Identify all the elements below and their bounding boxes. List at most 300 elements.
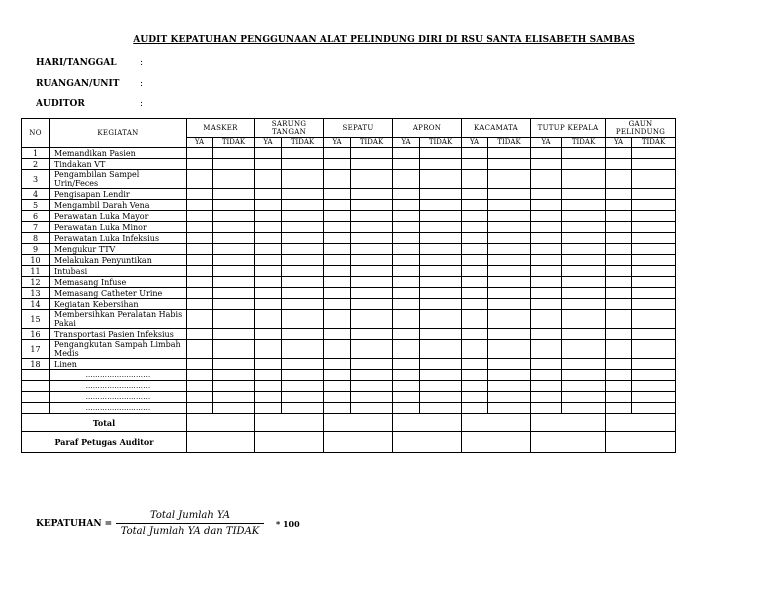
cell-tidak[interactable] xyxy=(562,381,606,392)
cell-tidak[interactable] xyxy=(282,277,324,288)
cell-tidak[interactable] xyxy=(632,299,676,310)
cell-ya[interactable] xyxy=(187,359,213,370)
cell-ya[interactable] xyxy=(324,359,351,370)
cell-ya[interactable] xyxy=(255,233,282,244)
cell-tidak[interactable] xyxy=(213,244,255,255)
cell-ya[interactable] xyxy=(393,329,420,340)
cell-tidak[interactable] xyxy=(213,392,255,403)
cell-ya[interactable] xyxy=(187,148,213,159)
cell-tidak[interactable] xyxy=(562,277,606,288)
cell-tidak[interactable] xyxy=(420,370,462,381)
cell-tidak[interactable] xyxy=(213,277,255,288)
cell-ya[interactable] xyxy=(393,310,420,329)
cell-ya[interactable] xyxy=(531,288,562,299)
cell-ya[interactable] xyxy=(324,310,351,329)
cell-tidak[interactable] xyxy=(562,244,606,255)
cell-ya[interactable] xyxy=(324,255,351,266)
cell-ya[interactable] xyxy=(606,189,632,200)
cell-tidak[interactable] xyxy=(351,211,393,222)
cell-tidak[interactable] xyxy=(632,403,676,414)
cell-tidak[interactable] xyxy=(488,148,531,159)
cell-ya[interactable] xyxy=(606,148,632,159)
cell-total[interactable] xyxy=(255,414,324,432)
cell-ya[interactable] xyxy=(187,381,213,392)
cell-ya[interactable] xyxy=(531,266,562,277)
cell-tidak[interactable] xyxy=(632,310,676,329)
cell-tidak[interactable] xyxy=(562,392,606,403)
cell-ya[interactable] xyxy=(255,329,282,340)
cell-tidak[interactable] xyxy=(282,370,324,381)
cell-ya[interactable] xyxy=(324,392,351,403)
cell-ya[interactable] xyxy=(606,255,632,266)
cell-ya[interactable] xyxy=(606,403,632,414)
cell-ya[interactable] xyxy=(187,170,213,189)
cell-tidak[interactable] xyxy=(562,159,606,170)
cell-ya[interactable] xyxy=(255,200,282,211)
cell-tidak[interactable] xyxy=(213,266,255,277)
cell-tidak[interactable] xyxy=(351,277,393,288)
cell-ya[interactable] xyxy=(606,244,632,255)
cell-ya[interactable] xyxy=(462,200,488,211)
cell-tidak[interactable] xyxy=(488,200,531,211)
cell-ya[interactable] xyxy=(255,170,282,189)
cell-tidak[interactable] xyxy=(351,255,393,266)
cell-ya[interactable] xyxy=(324,211,351,222)
cell-tidak[interactable] xyxy=(213,403,255,414)
cell-tidak[interactable] xyxy=(632,381,676,392)
cell-ya[interactable] xyxy=(255,222,282,233)
cell-ya[interactable] xyxy=(462,329,488,340)
cell-ya[interactable] xyxy=(606,392,632,403)
cell-ya[interactable] xyxy=(324,148,351,159)
cell-ya[interactable] xyxy=(324,340,351,359)
cell-paraf[interactable] xyxy=(393,432,462,453)
cell-ya[interactable] xyxy=(531,381,562,392)
cell-ya[interactable] xyxy=(393,370,420,381)
cell-ya[interactable] xyxy=(531,233,562,244)
cell-ya[interactable] xyxy=(324,233,351,244)
cell-ya[interactable] xyxy=(324,403,351,414)
cell-ya[interactable] xyxy=(324,170,351,189)
cell-ya[interactable] xyxy=(462,381,488,392)
cell-ya[interactable] xyxy=(393,403,420,414)
cell-tidak[interactable] xyxy=(420,233,462,244)
cell-ya[interactable] xyxy=(324,381,351,392)
cell-ya[interactable] xyxy=(187,370,213,381)
cell-ya[interactable] xyxy=(606,233,632,244)
cell-total[interactable] xyxy=(606,414,676,432)
cell-total[interactable] xyxy=(531,414,606,432)
cell-ya[interactable] xyxy=(462,299,488,310)
cell-tidak[interactable] xyxy=(632,255,676,266)
cell-tidak[interactable] xyxy=(420,200,462,211)
cell-ya[interactable] xyxy=(393,340,420,359)
cell-tidak[interactable] xyxy=(562,189,606,200)
cell-ya[interactable] xyxy=(606,222,632,233)
cell-ya[interactable] xyxy=(324,222,351,233)
cell-tidak[interactable] xyxy=(282,403,324,414)
cell-tidak[interactable] xyxy=(282,299,324,310)
cell-ya[interactable] xyxy=(255,277,282,288)
cell-ya[interactable] xyxy=(606,370,632,381)
cell-tidak[interactable] xyxy=(213,222,255,233)
cell-ya[interactable] xyxy=(255,159,282,170)
cell-tidak[interactable] xyxy=(213,370,255,381)
cell-ya[interactable] xyxy=(606,310,632,329)
cell-tidak[interactable] xyxy=(351,381,393,392)
cell-ya[interactable] xyxy=(606,299,632,310)
cell-ya[interactable] xyxy=(462,370,488,381)
cell-ya[interactable] xyxy=(187,159,213,170)
cell-ya[interactable] xyxy=(606,288,632,299)
cell-ya[interactable] xyxy=(606,381,632,392)
cell-tidak[interactable] xyxy=(282,233,324,244)
cell-ya[interactable] xyxy=(462,189,488,200)
cell-ya[interactable] xyxy=(255,148,282,159)
cell-tidak[interactable] xyxy=(420,244,462,255)
cell-tidak[interactable] xyxy=(562,266,606,277)
cell-tidak[interactable] xyxy=(213,310,255,329)
cell-tidak[interactable] xyxy=(562,200,606,211)
cell-tidak[interactable] xyxy=(632,392,676,403)
cell-tidak[interactable] xyxy=(420,170,462,189)
cell-ya[interactable] xyxy=(606,359,632,370)
cell-ya[interactable] xyxy=(462,244,488,255)
cell-tidak[interactable] xyxy=(213,211,255,222)
cell-tidak[interactable] xyxy=(213,200,255,211)
cell-tidak[interactable] xyxy=(282,329,324,340)
cell-tidak[interactable] xyxy=(282,392,324,403)
cell-ya[interactable] xyxy=(531,340,562,359)
cell-tidak[interactable] xyxy=(420,381,462,392)
cell-tidak[interactable] xyxy=(420,329,462,340)
cell-ya[interactable] xyxy=(324,189,351,200)
cell-total[interactable] xyxy=(462,414,531,432)
cell-paraf[interactable] xyxy=(324,432,393,453)
cell-tidak[interactable] xyxy=(632,189,676,200)
cell-tidak[interactable] xyxy=(632,170,676,189)
cell-tidak[interactable] xyxy=(488,359,531,370)
cell-tidak[interactable] xyxy=(351,222,393,233)
cell-tidak[interactable] xyxy=(213,170,255,189)
cell-ya[interactable] xyxy=(462,392,488,403)
cell-tidak[interactable] xyxy=(282,170,324,189)
cell-ya[interactable] xyxy=(462,233,488,244)
cell-tidak[interactable] xyxy=(213,159,255,170)
cell-ya[interactable] xyxy=(462,403,488,414)
cell-tidak[interactable] xyxy=(282,340,324,359)
cell-tidak[interactable] xyxy=(562,403,606,414)
cell-ya[interactable] xyxy=(324,200,351,211)
cell-tidak[interactable] xyxy=(420,255,462,266)
cell-tidak[interactable] xyxy=(282,359,324,370)
cell-tidak[interactable] xyxy=(213,233,255,244)
cell-ya[interactable] xyxy=(187,200,213,211)
cell-tidak[interactable] xyxy=(488,255,531,266)
cell-ya[interactable] xyxy=(393,244,420,255)
cell-tidak[interactable] xyxy=(420,277,462,288)
cell-tidak[interactable] xyxy=(351,359,393,370)
cell-ya[interactable] xyxy=(393,200,420,211)
cell-ya[interactable] xyxy=(531,222,562,233)
cell-ya[interactable] xyxy=(324,299,351,310)
cell-tidak[interactable] xyxy=(351,310,393,329)
cell-ya[interactable] xyxy=(324,370,351,381)
cell-tidak[interactable] xyxy=(488,244,531,255)
cell-tidak[interactable] xyxy=(282,222,324,233)
cell-ya[interactable] xyxy=(187,244,213,255)
cell-ya[interactable] xyxy=(324,244,351,255)
cell-paraf[interactable] xyxy=(606,432,676,453)
cell-tidak[interactable] xyxy=(488,392,531,403)
cell-tidak[interactable] xyxy=(562,299,606,310)
cell-ya[interactable] xyxy=(606,159,632,170)
cell-ya[interactable] xyxy=(255,340,282,359)
cell-ya[interactable] xyxy=(324,329,351,340)
cell-ya[interactable] xyxy=(255,189,282,200)
cell-tidak[interactable] xyxy=(351,403,393,414)
cell-tidak[interactable] xyxy=(282,255,324,266)
cell-tidak[interactable] xyxy=(351,200,393,211)
cell-tidak[interactable] xyxy=(351,170,393,189)
cell-ya[interactable] xyxy=(187,340,213,359)
cell-ya[interactable] xyxy=(255,244,282,255)
cell-tidak[interactable] xyxy=(562,255,606,266)
cell-tidak[interactable] xyxy=(488,299,531,310)
cell-tidak[interactable] xyxy=(632,277,676,288)
cell-ya[interactable] xyxy=(393,170,420,189)
cell-ya[interactable] xyxy=(187,189,213,200)
cell-ya[interactable] xyxy=(462,211,488,222)
cell-ya[interactable] xyxy=(462,288,488,299)
cell-tidak[interactable] xyxy=(632,329,676,340)
cell-ya[interactable] xyxy=(531,277,562,288)
cell-ya[interactable] xyxy=(187,403,213,414)
cell-ya[interactable] xyxy=(462,159,488,170)
cell-ya[interactable] xyxy=(255,255,282,266)
cell-ya[interactable] xyxy=(531,211,562,222)
cell-ya[interactable] xyxy=(255,288,282,299)
cell-tidak[interactable] xyxy=(632,200,676,211)
cell-tidak[interactable] xyxy=(282,288,324,299)
cell-ya[interactable] xyxy=(393,255,420,266)
cell-ya[interactable] xyxy=(531,359,562,370)
cell-ya[interactable] xyxy=(187,310,213,329)
cell-total[interactable] xyxy=(393,414,462,432)
cell-tidak[interactable] xyxy=(282,189,324,200)
cell-ya[interactable] xyxy=(324,288,351,299)
cell-tidak[interactable] xyxy=(351,148,393,159)
cell-tidak[interactable] xyxy=(632,211,676,222)
cell-tidak[interactable] xyxy=(351,340,393,359)
cell-tidak[interactable] xyxy=(282,266,324,277)
cell-tidak[interactable] xyxy=(562,329,606,340)
cell-tidak[interactable] xyxy=(213,329,255,340)
cell-ya[interactable] xyxy=(531,392,562,403)
cell-ya[interactable] xyxy=(393,277,420,288)
cell-tidak[interactable] xyxy=(213,288,255,299)
cell-tidak[interactable] xyxy=(213,189,255,200)
cell-tidak[interactable] xyxy=(282,159,324,170)
cell-tidak[interactable] xyxy=(562,148,606,159)
cell-tidak[interactable] xyxy=(213,255,255,266)
cell-ya[interactable] xyxy=(606,211,632,222)
cell-ya[interactable] xyxy=(393,222,420,233)
cell-ya[interactable] xyxy=(393,159,420,170)
cell-ya[interactable] xyxy=(255,392,282,403)
cell-paraf[interactable] xyxy=(187,432,255,453)
cell-ya[interactable] xyxy=(255,403,282,414)
cell-ya[interactable] xyxy=(531,200,562,211)
cell-tidak[interactable] xyxy=(632,266,676,277)
cell-tidak[interactable] xyxy=(562,370,606,381)
cell-tidak[interactable] xyxy=(488,403,531,414)
cell-ya[interactable] xyxy=(531,329,562,340)
cell-tidak[interactable] xyxy=(420,211,462,222)
cell-tidak[interactable] xyxy=(488,370,531,381)
cell-ya[interactable] xyxy=(255,370,282,381)
cell-ya[interactable] xyxy=(393,266,420,277)
cell-tidak[interactable] xyxy=(632,244,676,255)
cell-ya[interactable] xyxy=(393,189,420,200)
cell-total[interactable] xyxy=(187,414,255,432)
cell-tidak[interactable] xyxy=(420,299,462,310)
cell-tidak[interactable] xyxy=(282,211,324,222)
cell-tidak[interactable] xyxy=(420,310,462,329)
cell-tidak[interactable] xyxy=(488,266,531,277)
cell-tidak[interactable] xyxy=(562,340,606,359)
cell-tidak[interactable] xyxy=(282,200,324,211)
cell-tidak[interactable] xyxy=(562,359,606,370)
cell-ya[interactable] xyxy=(324,159,351,170)
cell-ya[interactable] xyxy=(187,392,213,403)
cell-ya[interactable] xyxy=(531,310,562,329)
cell-tidak[interactable] xyxy=(632,359,676,370)
cell-tidak[interactable] xyxy=(488,189,531,200)
cell-ya[interactable] xyxy=(255,359,282,370)
cell-tidak[interactable] xyxy=(420,340,462,359)
cell-ya[interactable] xyxy=(462,222,488,233)
cell-tidak[interactable] xyxy=(632,233,676,244)
cell-tidak[interactable] xyxy=(351,288,393,299)
cell-tidak[interactable] xyxy=(351,392,393,403)
cell-tidak[interactable] xyxy=(632,222,676,233)
cell-tidak[interactable] xyxy=(562,288,606,299)
cell-ya[interactable] xyxy=(324,277,351,288)
cell-tidak[interactable] xyxy=(282,244,324,255)
cell-ya[interactable] xyxy=(393,148,420,159)
cell-tidak[interactable] xyxy=(488,233,531,244)
cell-ya[interactable] xyxy=(255,310,282,329)
cell-paraf[interactable] xyxy=(255,432,324,453)
cell-tidak[interactable] xyxy=(488,170,531,189)
cell-ya[interactable] xyxy=(393,233,420,244)
cell-ya[interactable] xyxy=(187,222,213,233)
cell-ya[interactable] xyxy=(462,148,488,159)
cell-tidak[interactable] xyxy=(488,277,531,288)
cell-ya[interactable] xyxy=(187,211,213,222)
cell-ya[interactable] xyxy=(187,277,213,288)
cell-tidak[interactable] xyxy=(282,310,324,329)
cell-ya[interactable] xyxy=(531,299,562,310)
cell-ya[interactable] xyxy=(606,340,632,359)
cell-ya[interactable] xyxy=(606,277,632,288)
cell-ya[interactable] xyxy=(255,299,282,310)
cell-tidak[interactable] xyxy=(488,159,531,170)
cell-paraf[interactable] xyxy=(531,432,606,453)
cell-ya[interactable] xyxy=(324,266,351,277)
cell-tidak[interactable] xyxy=(488,222,531,233)
cell-tidak[interactable] xyxy=(213,340,255,359)
cell-tidak[interactable] xyxy=(420,148,462,159)
cell-tidak[interactable] xyxy=(488,381,531,392)
cell-tidak[interactable] xyxy=(282,381,324,392)
cell-tidak[interactable] xyxy=(351,266,393,277)
cell-tidak[interactable] xyxy=(351,370,393,381)
cell-ya[interactable] xyxy=(393,299,420,310)
cell-ya[interactable] xyxy=(255,266,282,277)
cell-tidak[interactable] xyxy=(562,170,606,189)
cell-tidak[interactable] xyxy=(213,381,255,392)
cell-tidak[interactable] xyxy=(213,148,255,159)
cell-ya[interactable] xyxy=(462,310,488,329)
cell-tidak[interactable] xyxy=(488,211,531,222)
cell-ya[interactable] xyxy=(606,266,632,277)
cell-ya[interactable] xyxy=(393,359,420,370)
cell-tidak[interactable] xyxy=(420,288,462,299)
cell-paraf[interactable] xyxy=(462,432,531,453)
cell-ya[interactable] xyxy=(187,255,213,266)
cell-tidak[interactable] xyxy=(562,222,606,233)
cell-ya[interactable] xyxy=(187,329,213,340)
cell-tidak[interactable] xyxy=(420,392,462,403)
cell-ya[interactable] xyxy=(462,255,488,266)
cell-tidak[interactable] xyxy=(420,266,462,277)
cell-ya[interactable] xyxy=(462,277,488,288)
cell-tidak[interactable] xyxy=(488,340,531,359)
cell-tidak[interactable] xyxy=(420,222,462,233)
cell-ya[interactable] xyxy=(606,170,632,189)
cell-tidak[interactable] xyxy=(632,288,676,299)
cell-ya[interactable] xyxy=(187,299,213,310)
cell-tidak[interactable] xyxy=(632,340,676,359)
cell-ya[interactable] xyxy=(462,340,488,359)
cell-tidak[interactable] xyxy=(420,159,462,170)
cell-ya[interactable] xyxy=(255,381,282,392)
cell-tidak[interactable] xyxy=(351,329,393,340)
cell-ya[interactable] xyxy=(531,159,562,170)
cell-ya[interactable] xyxy=(531,244,562,255)
cell-ya[interactable] xyxy=(531,170,562,189)
cell-ya[interactable] xyxy=(393,211,420,222)
cell-tidak[interactable] xyxy=(632,148,676,159)
cell-tidak[interactable] xyxy=(282,148,324,159)
cell-total[interactable] xyxy=(324,414,393,432)
cell-tidak[interactable] xyxy=(632,370,676,381)
cell-tidak[interactable] xyxy=(420,189,462,200)
cell-tidak[interactable] xyxy=(213,299,255,310)
cell-tidak[interactable] xyxy=(488,310,531,329)
cell-tidak[interactable] xyxy=(562,211,606,222)
cell-ya[interactable] xyxy=(531,403,562,414)
cell-ya[interactable] xyxy=(393,392,420,403)
cell-tidak[interactable] xyxy=(351,299,393,310)
cell-ya[interactable] xyxy=(606,200,632,211)
cell-ya[interactable] xyxy=(462,359,488,370)
cell-tidak[interactable] xyxy=(562,310,606,329)
cell-ya[interactable] xyxy=(187,233,213,244)
cell-ya[interactable] xyxy=(531,189,562,200)
